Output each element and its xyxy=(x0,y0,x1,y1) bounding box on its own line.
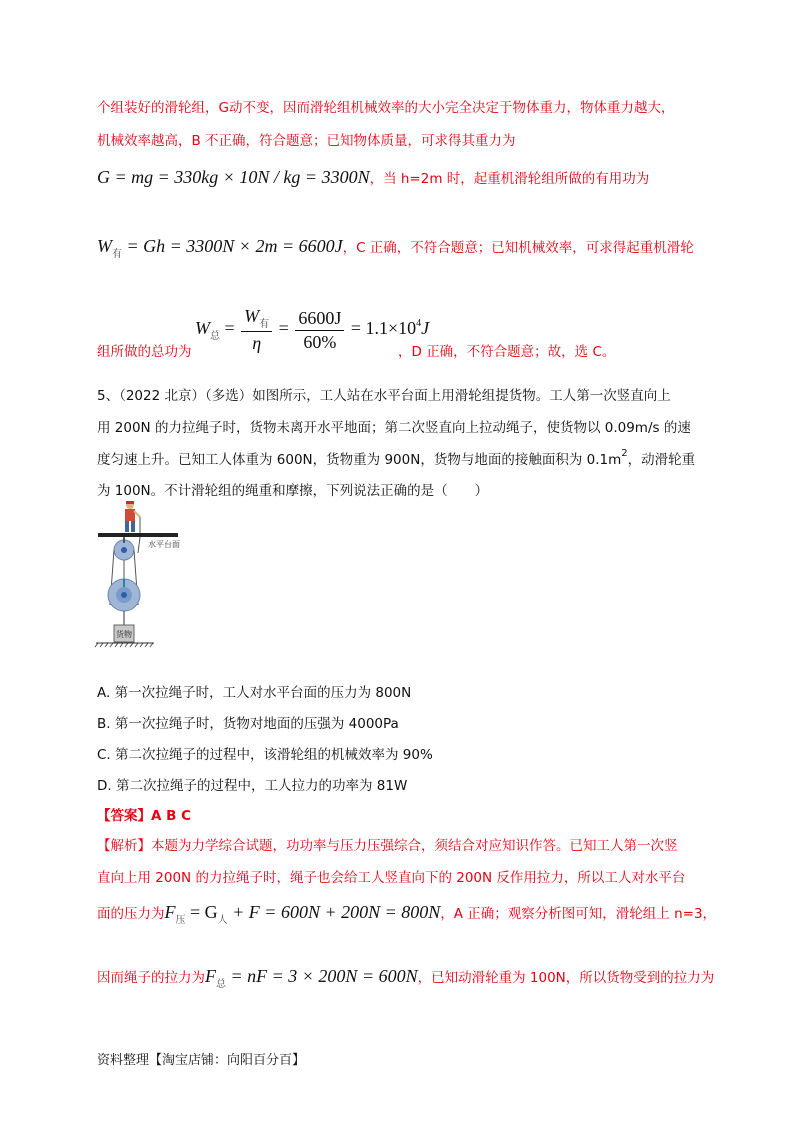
analysis-line1: 【解析】本题为力学综合试题，功功率与压力压强综合，须结合对应知识作答。已知工人第一次竖 xyxy=(97,838,678,854)
analysis-line4-tail: ，已知动滑轮重为 100N，所以货物受到的拉力为 xyxy=(417,970,715,986)
option-a: A. 第一次拉绳子时，工人对水平台面的压力为 800N xyxy=(97,685,412,701)
useful-work-formula: = Gh = 3300N × 2m = 6600J xyxy=(122,236,343,256)
question5-line1: 5、（2022 北京）（多选）如图所示，工人站在水平台面上用滑轮组提货物。工人第一次竖直向上 xyxy=(97,388,671,404)
fraction-value-numerator: 6600J xyxy=(295,308,344,331)
analysis-line2: 直向上用 200N 的力拉绳子时，绳子也会给工人竖直向下的 200N 反作用拉力，所以工人对水平台 xyxy=(97,870,686,886)
option-b: B. 第一次拉绳子时，货物对地面的压强为 4000Pa xyxy=(97,716,399,732)
question5-line3 xyxy=(97,448,695,468)
fraction-numerator-subscript: 有 xyxy=(259,319,270,330)
equation-useful-work xyxy=(97,236,694,260)
option-d: D. 第二次拉绳子的过程中，工人拉力的功率为 81W xyxy=(97,778,408,794)
horizontal-platform xyxy=(98,533,178,537)
analysis-line3-tail: ，A 正确；观察分析图可知，滑轮组上 n=3， xyxy=(440,906,717,922)
page-footer: 资料整理【淘宝店铺：向阳百分百】 xyxy=(97,1053,306,1068)
analysis-line4-lead: 因而绳子的拉力为 xyxy=(97,970,205,986)
para1-line2: 机械效率越高，B 不正确，符合题意；已知物体质量，可求得其重力为 xyxy=(97,133,516,149)
efficiency-symbol: η xyxy=(252,333,262,353)
platform-label: 水平台面 xyxy=(148,540,180,549)
pulley-diagram xyxy=(90,495,250,655)
analysis-line3-lead: 面的压力为 xyxy=(97,906,165,922)
answer-line: 【答案】A B C xyxy=(97,808,192,824)
equation-total-work: $W_总$ = $\frac{W_有}{\eta}$ = $\frac{6600J}{60\%}$ = $1.1\times 10^4J$ xyxy=(195,306,430,353)
total-work-result: = 1.1×10 xyxy=(350,318,417,339)
pressure-force-formula: + F = 600N + 200N = 800N xyxy=(227,902,441,922)
analysis-line4: 因而绳子的拉力为$F_总$ = nF = 3 × 200N = 600N，已知动滑轮重为 100N，所以货物受到的拉力为 xyxy=(97,966,715,990)
work-subscript: 有 xyxy=(112,249,122,260)
weight-formula: G = mg = 330kg × 10N / kg = 3300N xyxy=(97,167,370,187)
equation-weight-tail: ，当 h=2m 时，起重机滑轮组所做的有用功为 xyxy=(369,171,650,187)
para1-line1: 个组装好的滑轮组，G动不变，因而滑轮组机械效率的大小完全决定于物体重力，物体重力越大， xyxy=(97,100,675,116)
cargo-label: 货物 xyxy=(116,630,132,639)
fraction-useful-over-efficiency: $\frac{W_有}{\eta}$ xyxy=(241,306,272,354)
option-c: C. 第二次拉绳子的过程中，该滑轮组的机械效率为 90% xyxy=(97,747,433,763)
equation-useful-work-tail: ，C 正确，不符合题意；已知机械效率，可求得起重机滑轮 xyxy=(342,240,694,256)
work-symbol: W xyxy=(97,236,112,256)
worker-figure xyxy=(125,501,140,532)
rope-force-formula: = nF = 3 × 200N = 600N xyxy=(226,966,418,986)
area-exponent: 2 xyxy=(621,448,628,459)
total-work-subscript: 总 xyxy=(210,331,220,343)
result-unit: J xyxy=(421,318,430,339)
total-force-subscript: 总 xyxy=(216,979,226,990)
equation-total-work-tail: ，D 正确，不符合题意；故，选 C。 xyxy=(398,344,616,360)
question5-line2: 用 200N 的力拉绳子时，货物未离开水平地面；第二次竖直向上拉动绳子，使货物以 0.09m/s 的速 xyxy=(97,420,691,436)
question5-line4: 为 100N。不计滑轮组的绳重和摩擦，下列说法正确的是（ ） xyxy=(97,483,489,499)
question5-line3-end: ，动滑轮重 xyxy=(627,452,696,468)
result-exponent: 4 xyxy=(416,318,422,330)
pressure-force-subscript: 压 xyxy=(175,915,186,926)
analysis-line3: 面的压力为$F_压 = G_人 + F = 600N + 200N = 800N$，A 正确；观察分析图可知，滑轮组上 n=3， xyxy=(97,902,717,926)
person-weight-subscript: 人 xyxy=(217,915,228,926)
equation-total-work-lead: 组所做的总功为 xyxy=(97,344,192,360)
fraction-values xyxy=(295,308,344,353)
equation-weight xyxy=(97,167,649,188)
fraction-value-denominator: 60% xyxy=(303,331,337,352)
question5-line3-text: 度匀速上升。已知工人体重为 600N，货物重为 900N，货物与地面的接触面积为 0.1m xyxy=(97,452,622,468)
